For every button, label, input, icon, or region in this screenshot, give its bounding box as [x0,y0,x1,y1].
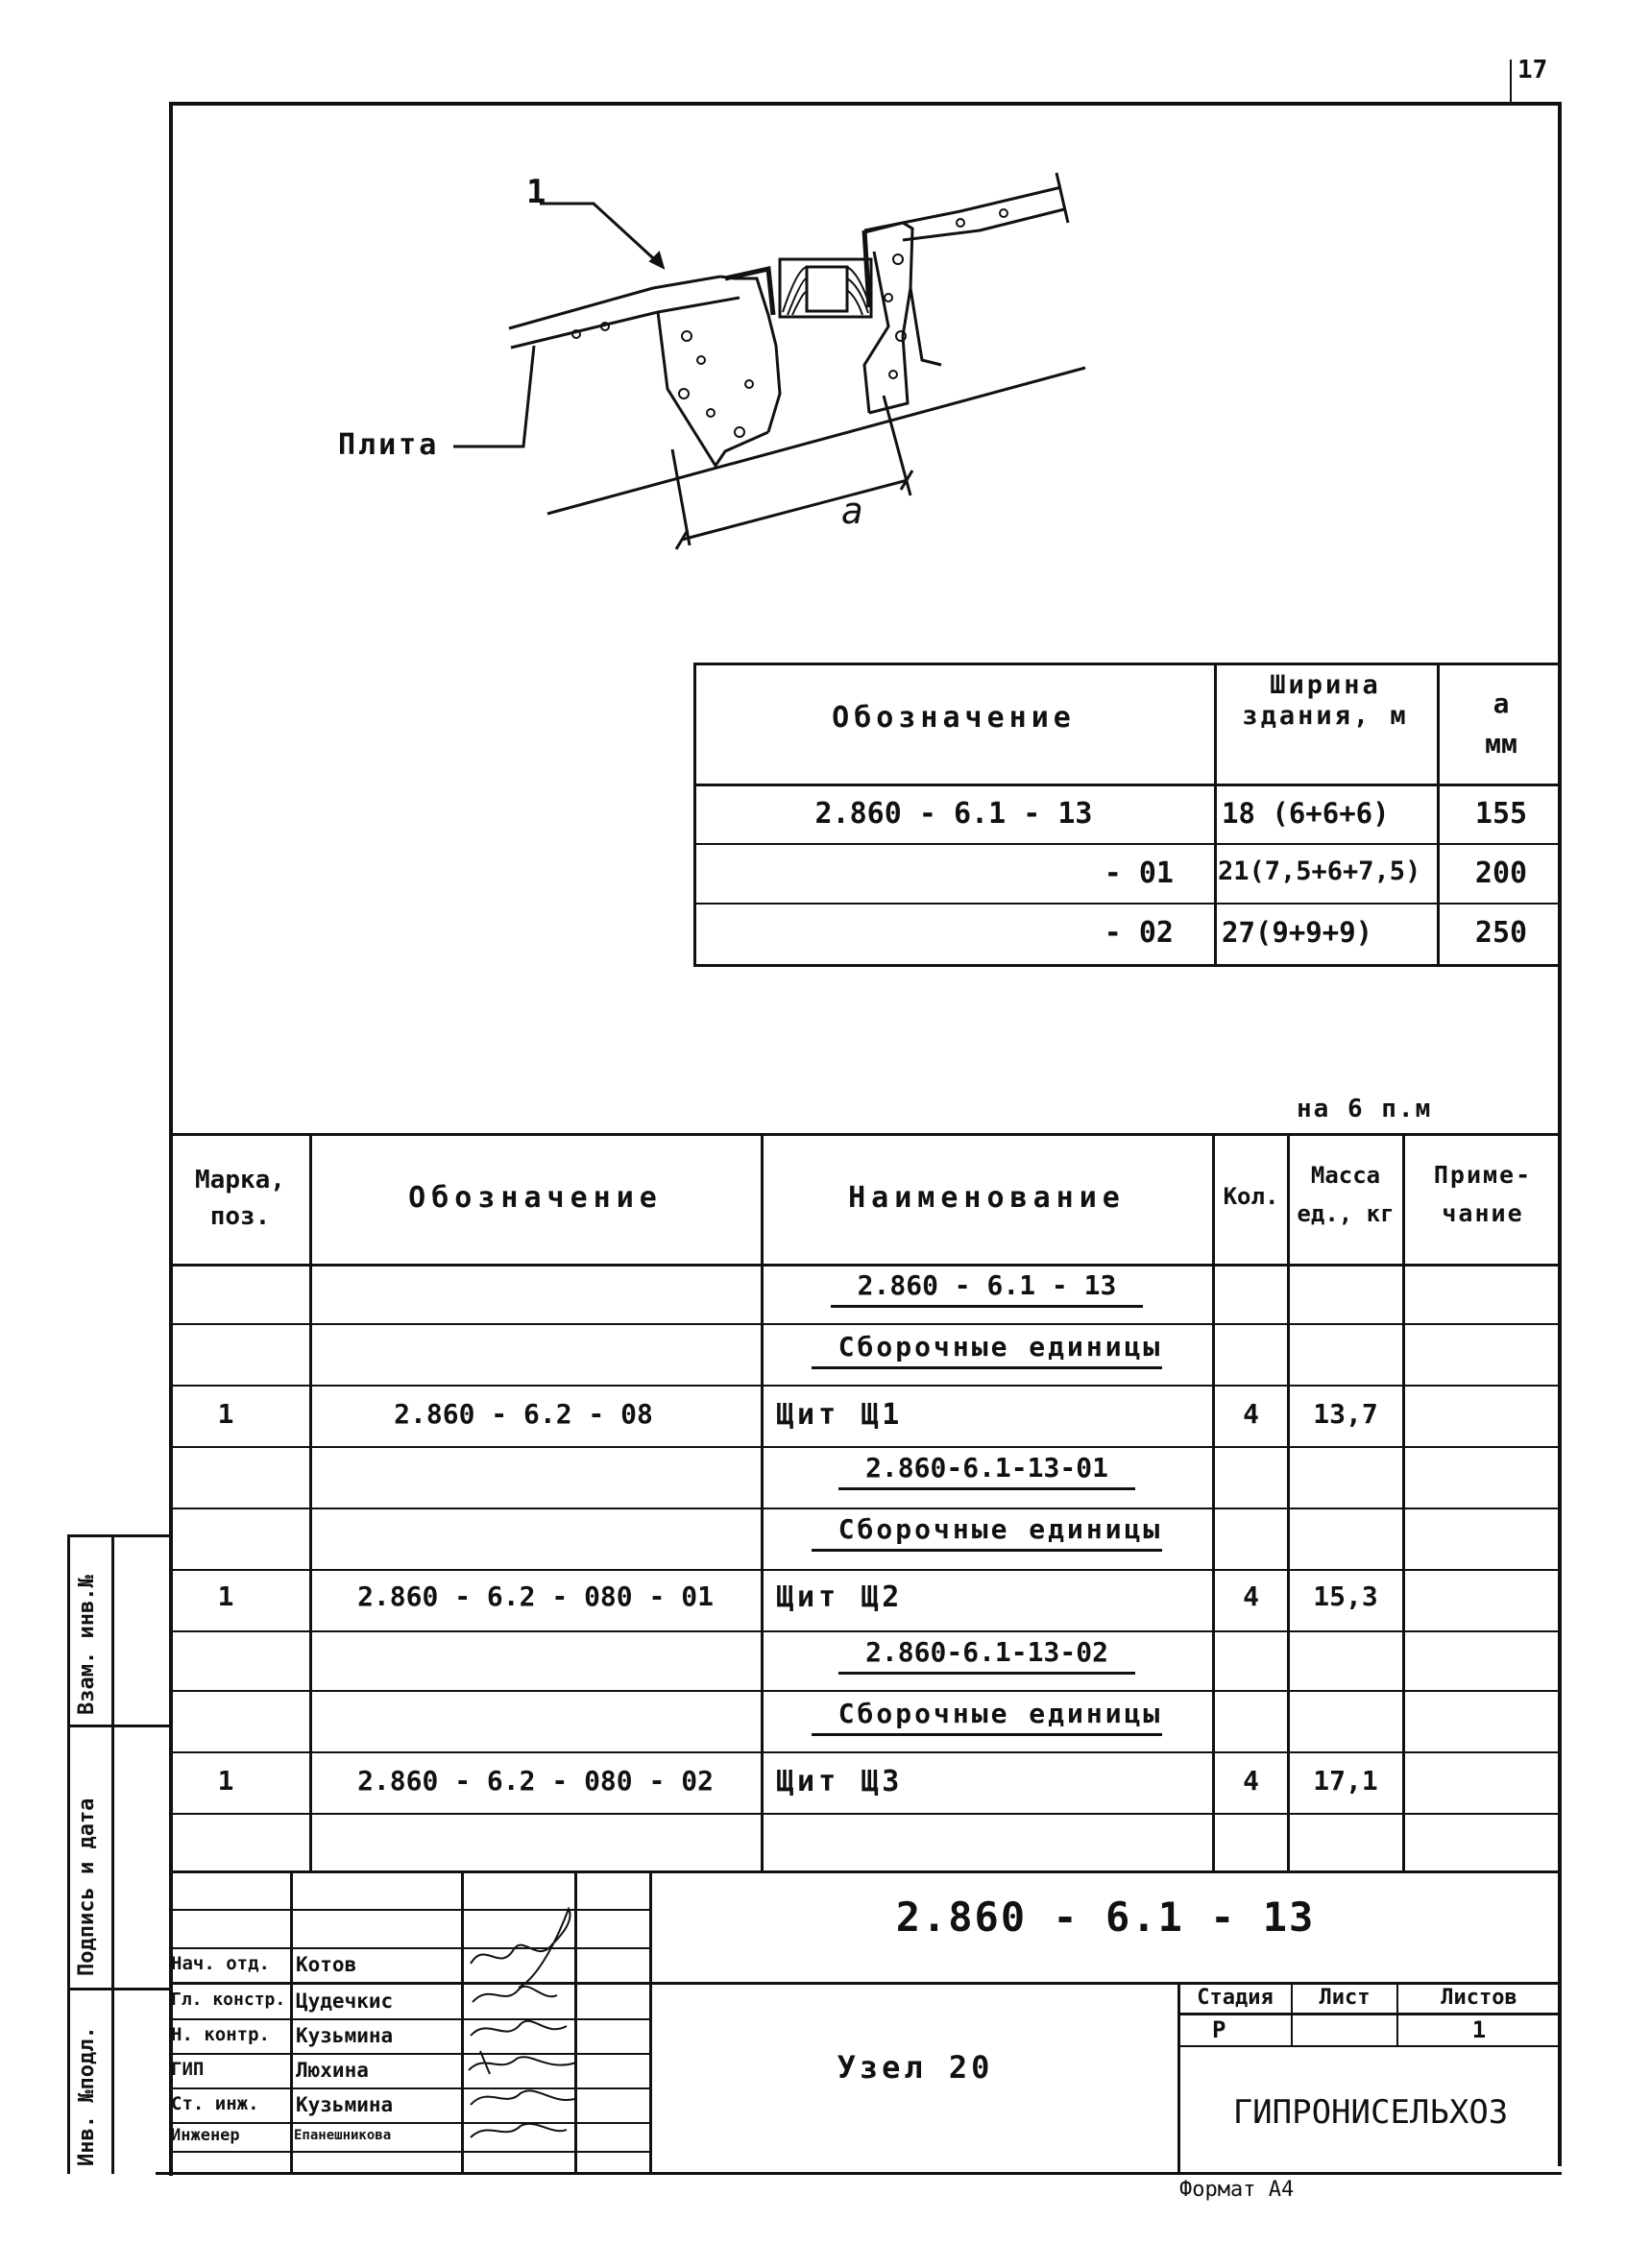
stamp-vzam-inv: Взам. инв.№ [75,1575,99,1715]
wt-row2-a: 200 [1474,857,1528,890]
sheets-label: Листов [1441,1986,1517,2010]
spec-row-6-mark: 1 [217,1580,234,1612]
wt-header-a: a мм [1485,688,1517,760]
spec-header-mark: Марка, поз. [195,1166,285,1231]
spec-row-9-mass: 17,1 [1313,1765,1378,1797]
spec-row-8 [764,1698,1210,1729]
person-2-name: Цудечкис [296,1990,394,2013]
wt-row1-a: 155 [1474,797,1528,831]
frame-bottom [156,2172,1562,2175]
wt-header-designation: Обозначение [832,701,1076,735]
person-6-name: Епанешникова [294,2128,392,2143]
spec-row-4-name: 2.860-6.1-13-01 [838,1452,1135,1490]
person-2-role: Гл. констр. [171,1990,286,2010]
per-length-note: на 6 п.м [1297,1095,1433,1123]
spec-row-7-name: 2.860-6.1-13-02 [838,1636,1135,1675]
wt-row3-a: 250 [1474,916,1528,950]
spec-header-designation: Обозначение [408,1181,663,1215]
callout-number: 1 [526,173,546,211]
wt-row1-width: 18 (6+6+6) [1222,797,1390,830]
frame-left [169,102,173,2176]
spec-row-3-qty: 4 [1243,1398,1259,1430]
spec-row-5-name: Сборочные единицы [812,1513,1163,1552]
person-1-role: Нач. отд. [171,1953,270,1974]
wt-row2-designation: - 01 [1104,857,1174,890]
dimension-label: a [841,490,863,532]
spec-header-mass: Масса ед., кг [1297,1162,1395,1227]
wt-row2-width: 21(7,5+6+7,5) [1218,857,1421,886]
organization: ГИПРОНИСЕЛЬХОЗ [1232,2093,1509,2132]
spec-header-qty: Кол. [1223,1183,1279,1210]
wt-row1-designation: 2.860 - 6.1 - 13 [814,797,1093,831]
spec-row-3-mark: 1 [217,1398,234,1430]
node-drawing [288,144,1153,576]
spec-row-6-designation: 2.860 - 6.2 - 080 - 01 [357,1580,714,1612]
spec-row-3-mass: 13,7 [1313,1398,1378,1430]
stage-value: Р [1212,2016,1226,2043]
corner-tick [1510,60,1512,102]
spec-row-1 [764,1269,1210,1301]
spec-row-1-name: 2.860 - 6.1 - 13 [831,1269,1144,1308]
stage-label: Стадия [1197,1986,1274,2010]
spec-header-note: Приме- чание [1433,1161,1533,1227]
spec-row-6-qty: 4 [1243,1580,1259,1612]
spec-row-6-mass: 15,3 [1313,1580,1378,1612]
spec-row-9-designation: 2.860 - 6.2 - 080 - 02 [357,1765,714,1797]
spec-row-7 [764,1636,1210,1668]
format-label: Формат А4 [1179,2178,1295,2202]
wt-header-width: Ширина здания, м [1242,670,1409,731]
person-1-name: Котов [296,1953,357,1976]
person-6-role: Инженер [171,2126,240,2145]
sheets-value: 1 [1471,2016,1487,2043]
sheet-corner-mark: 17 [1517,56,1548,84]
person-4-name: Люхина [296,2059,369,2082]
spec-row-4 [764,1452,1210,1484]
person-5-role: Ст. инж. [171,2093,259,2114]
stamp-podpis-data: Подпись и дата [75,1798,99,1976]
spec-row-9-mark: 1 [217,1765,234,1797]
person-3-name: Кузьмина [296,2024,394,2047]
spec-row-9-name: Щит Щ3 [776,1765,904,1798]
spec-row-3-designation: 2.860 - 6.2 - 08 [394,1398,653,1430]
frame-top [169,102,1562,106]
spec-row-6-name: Щит Щ2 [776,1580,904,1614]
person-5-name: Кузьмина [296,2093,394,2116]
person-4-role: ГИП [171,2059,205,2080]
spec-row-2 [764,1331,1210,1363]
doc-code: 2.860 - 6.1 - 13 [895,1894,1316,1941]
spec-row-9-qty: 4 [1243,1765,1259,1797]
stamp-inv-podl: Инв. №подл. [75,2026,99,2166]
spec-row-3-name: Щит Щ1 [776,1398,904,1432]
drawing-title: Узел 20 [837,2049,994,2086]
spec-row-2-name: Сборочные единицы [812,1331,1163,1369]
spec-row-5 [764,1513,1210,1545]
spec-row-8-name: Сборочные единицы [812,1698,1163,1736]
person-3-role: Н. контр. [171,2024,270,2045]
sheet-label: Лист [1319,1986,1371,2010]
slab-label: Плита [338,428,440,462]
signatures [461,1882,586,2170]
spec-header-name: Наименование [848,1181,1126,1215]
wt-row3-designation: - 02 [1104,916,1174,950]
wt-row3-width: 27(9+9+9) [1222,916,1373,949]
